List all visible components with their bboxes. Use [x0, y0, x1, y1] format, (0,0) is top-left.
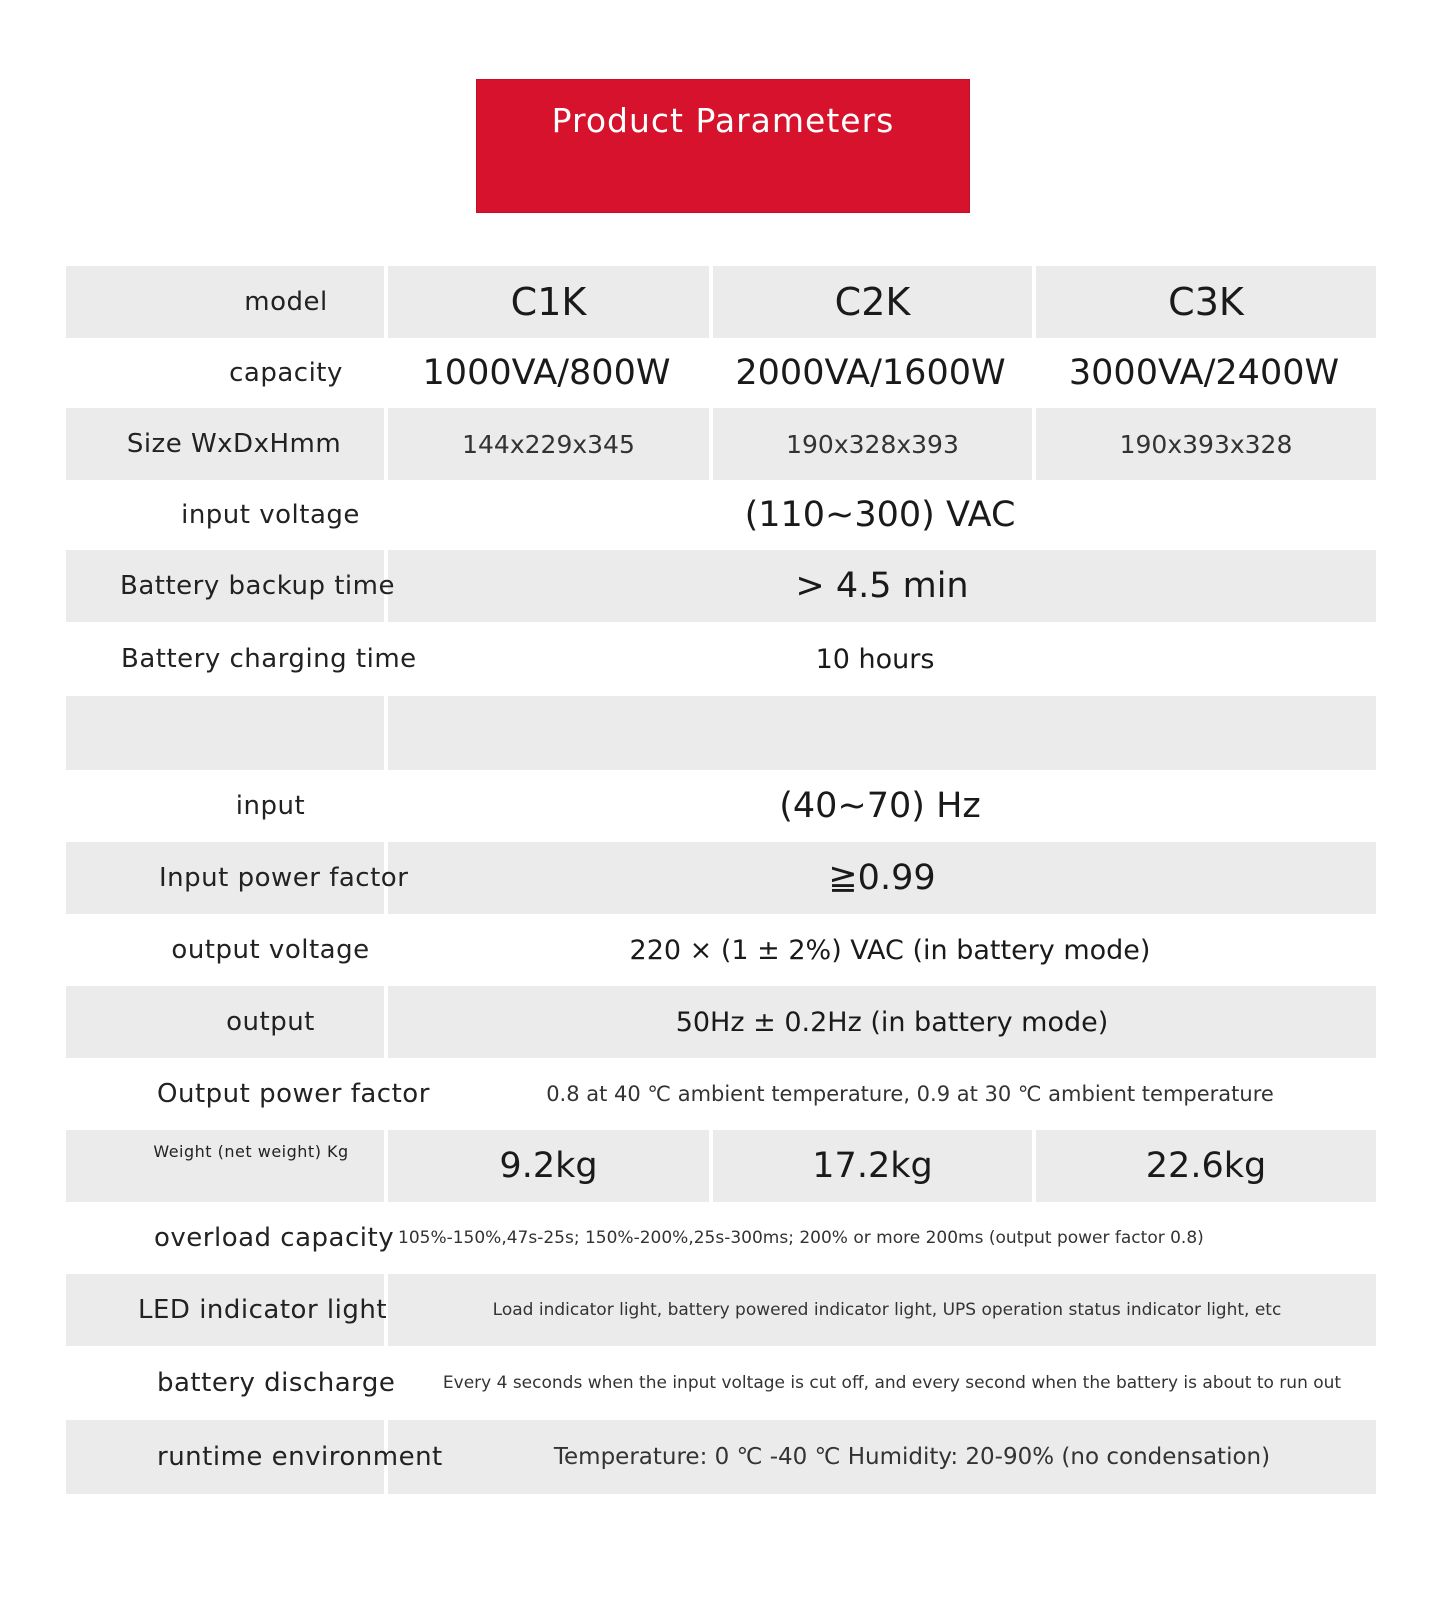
label-discharge: battery discharge [157, 1368, 396, 1398]
value-weight-c3k: 22.6kg [1032, 1130, 1376, 1202]
value-led: Load indicator light, battery powered indicator light, UPS operation status indicator light, etc [384, 1274, 1376, 1346]
label-weight: Weight (net weight) Kg [66, 1130, 384, 1202]
row-output-voltage [66, 914, 1376, 986]
value-model-c2k: C2K [709, 266, 1032, 338]
label-size: Size WxDxHmm [66, 408, 384, 480]
value-input-voltage: (110~300) VAC [744, 495, 1016, 535]
row-runtime [66, 1420, 1376, 1494]
row-model [66, 266, 1376, 338]
value-input: (40~70) Hz [779, 786, 981, 826]
row-battery-backup [66, 550, 1376, 622]
value-overload: 105%-150%,47s-25s; 150%-200%,25s-300ms; 200% or more 200ms (output power factor 0.8) [398, 1228, 1204, 1248]
row-size [66, 408, 1376, 480]
row-output-power-factor [66, 1058, 1376, 1130]
value-output-voltage: 220 × (1 ± 2%) VAC (in battery mode) [629, 934, 1151, 966]
header-banner [476, 79, 970, 213]
value-weight-c1k: 9.2kg [384, 1130, 709, 1202]
value-battery-backup: > 4.5 min [384, 550, 1376, 622]
label-output-power-factor: Output power factor [157, 1079, 430, 1109]
empty-label-cell [66, 696, 384, 770]
row-capacity [66, 338, 1376, 408]
row-battery-charging [66, 622, 1376, 696]
label-output: output [66, 986, 384, 1058]
value-capacity-c2k: 2000VA/1600W [735, 353, 1006, 393]
value-discharge: Every 4 seconds when the input voltage is cut off, and every second when the battery is about to run out [442, 1373, 1342, 1393]
label-input: input [235, 791, 306, 821]
label-input-voltage: input voltage [181, 500, 360, 530]
row-input-voltage [66, 480, 1376, 550]
row-input [66, 770, 1376, 842]
label-battery-backup: Battery backup time [66, 550, 384, 622]
value-size-c2k: 190x328x393 [709, 408, 1032, 480]
empty-value-cell [384, 696, 1376, 770]
value-weight-c2k: 17.2kg [709, 1130, 1032, 1202]
value-input-power-factor: ≧0.99 [384, 842, 1376, 914]
row-discharge [66, 1346, 1376, 1420]
spec-table [66, 266, 1376, 1494]
label-led: LED indicator light [66, 1274, 384, 1346]
value-size-c3k: 190x393x328 [1032, 408, 1376, 480]
label-capacity: capacity [229, 358, 343, 388]
value-output-power-factor: 0.8 at 40 ℃ ambient temperature, 0.9 at 30 ℃ ambient temperature [546, 1082, 1274, 1106]
row-led [66, 1274, 1376, 1346]
label-model: model [66, 266, 384, 338]
label-battery-charging: Battery charging time [121, 644, 417, 674]
value-battery-charging: 10 hours [815, 643, 935, 675]
value-size-c1k: 144x229x345 [384, 408, 709, 480]
label-runtime: runtime environment [66, 1420, 384, 1494]
value-capacity-c3k: 3000VA/2400W [1068, 353, 1340, 393]
row-weight [66, 1130, 1376, 1202]
value-runtime: Temperature: 0 ℃ -40 ℃ Humidity: 20-90% (no condensation) [384, 1420, 1376, 1494]
row-empty [66, 696, 1376, 770]
value-model-c1k: C1K [384, 266, 709, 338]
value-capacity-c1k: 1000VA/800W [422, 353, 671, 393]
label-overload: overload capacity [154, 1223, 395, 1253]
row-input-power-factor [66, 842, 1376, 914]
label-input-power-factor: Input power factor [66, 842, 384, 914]
row-output [66, 986, 1376, 1058]
page-title: Product Parameters [551, 101, 895, 140]
value-output: 50Hz ± 0.2Hz (in battery mode) [384, 986, 1376, 1058]
value-model-c3k: C3K [1032, 266, 1376, 338]
label-output-voltage: output voltage [171, 935, 370, 965]
row-overload [66, 1202, 1376, 1274]
